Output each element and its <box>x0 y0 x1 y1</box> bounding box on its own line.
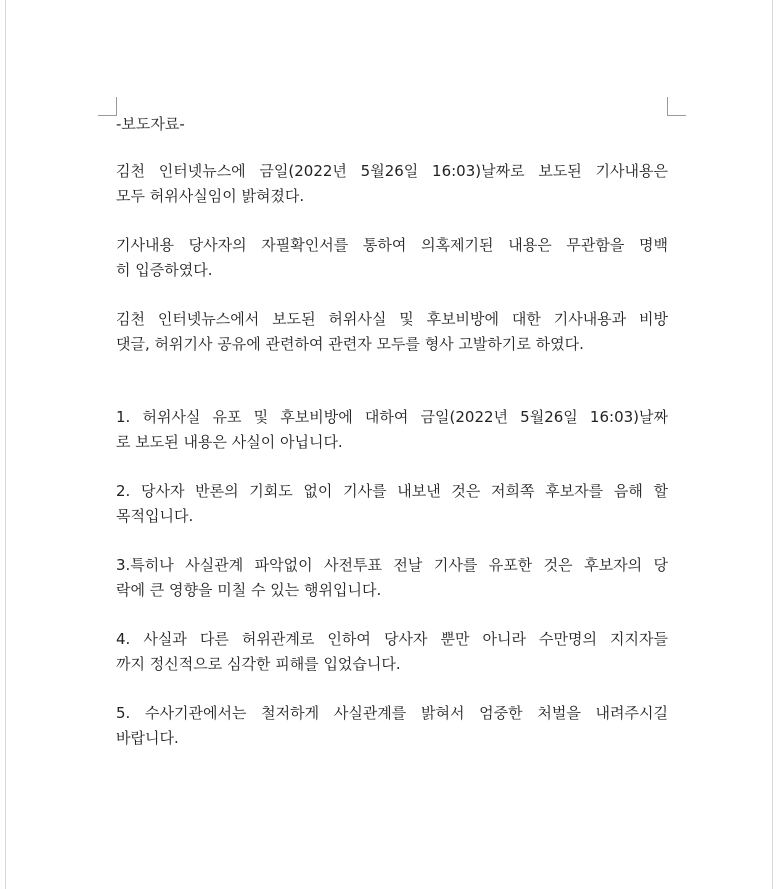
paragraph-3 <box>116 307 668 357</box>
paragraph-2 <box>116 233 668 283</box>
margin-corner-mark-left <box>98 97 117 116</box>
paragraph-line: 김천 인터넷뉴스에서 보도된 허위사실 및 후보비방에 대한 기사내용과 비방 <box>116 310 668 328</box>
paragraph-line: 히 입증하였다. <box>116 261 213 279</box>
numbered-item-2 <box>116 479 668 529</box>
item-line: 까지 정신적으로 심각한 피해를 입었습니다. <box>116 655 401 673</box>
item-line: 4. 사실과 다른 허위관계로 인하여 당사자 뿐만 아니라 수만명의 지지자들 <box>116 630 668 648</box>
item-line: 3.특히나 사실관계 파악없이 사전투표 전날 기사를 유포한 것은 후보자의 당 <box>116 556 668 574</box>
page-border-left <box>5 0 6 889</box>
numbered-item-1 <box>116 405 668 455</box>
numbered-item-4 <box>116 627 668 677</box>
numbered-item-5 <box>116 701 668 751</box>
item-line: 목적입니다. <box>116 507 194 525</box>
numbered-item-3 <box>116 553 668 603</box>
margin-corner-mark-right <box>667 97 686 116</box>
paragraph-line: 김천 인터넷뉴스에 금일(2022년 5월26일 16:03)날짜로 보도된 기사내용은 <box>116 162 668 180</box>
item-line: 5. 수사기관에서는 철저하게 사실관계를 밝혀서 엄중한 처벌을 내려주시길 <box>116 704 668 722</box>
paragraph-line: 모두 허위사실임이 밝혀졌다. <box>116 187 305 205</box>
paragraph-line: 기사내용 당사자의 자필확인서를 통하여 의혹제기된 내용은 무관함을 명백 <box>116 236 668 254</box>
paragraph-line: 댓글, 허위기사 공유에 관련하여 관련자 모두를 형사 고발하기로 하였다. <box>116 335 584 353</box>
paragraph-1 <box>116 159 668 209</box>
item-line: 1. 허위사실 유포 및 후보비방에 대하여 금일(2022년 5월26일 16:03)날짜 <box>116 408 668 426</box>
document-heading: -보도자료- <box>116 115 185 133</box>
item-line: 2. 당사자 반론의 기회도 없이 기사를 내보낸 것은 저희쪽 후보자를 음해 할 <box>116 482 668 500</box>
document-body[interactable] <box>116 112 668 775</box>
page-border-right <box>772 0 773 889</box>
item-line: 락에 큰 영향을 미칠 수 있는 행위입니다. <box>116 581 382 599</box>
item-line: 바랍니다. <box>116 729 179 747</box>
item-line: 로 보도된 내용은 사실이 아닙니다. <box>116 433 343 451</box>
